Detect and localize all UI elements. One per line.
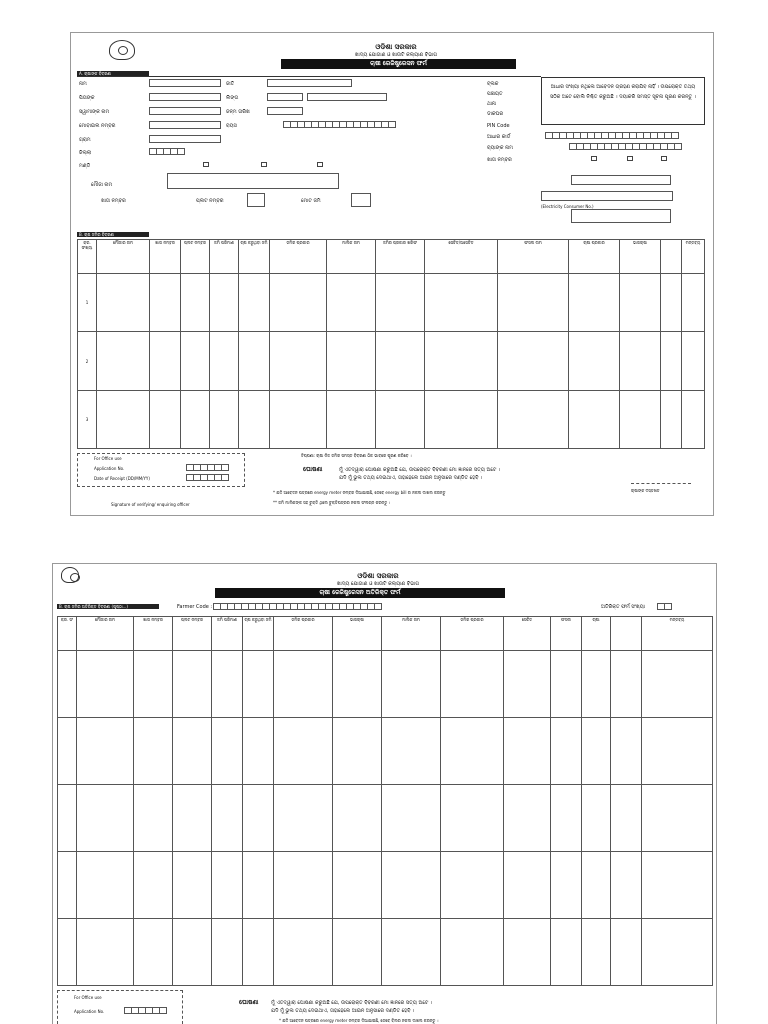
col-header-owner: ମାଲିକ ନାମ (327, 240, 376, 274)
table-cell[interactable] (551, 718, 582, 785)
table-cell[interactable] (327, 274, 376, 332)
application-no-cells[interactable] (186, 464, 228, 471)
table-cell[interactable] (270, 390, 327, 448)
field-label-pincode: PIN Code (487, 123, 510, 129)
form-title-bar: ଚାଷୀ ରେଜିଷ୍ଟ୍ରେସନ ଫର୍ମ (281, 59, 516, 69)
col-header-area: ଜମି ପରିମାଣ (210, 240, 239, 274)
table-cell[interactable] (551, 651, 582, 718)
table-cell[interactable] (210, 274, 239, 332)
date-of-receipt-label: Date of Receipt (DD/MM/YY) (94, 476, 150, 481)
checkbox-option-1[interactable] (203, 162, 209, 167)
table-cell[interactable] (504, 919, 551, 986)
table-cell[interactable] (582, 718, 611, 785)
office-use-label: For Office use (94, 456, 122, 461)
col-header-mouza: ମୌଜାର ନାମ (97, 240, 150, 274)
table-cell[interactable] (682, 274, 705, 332)
table-cell[interactable] (134, 785, 173, 852)
row-number: 1 (78, 274, 97, 332)
table-cell[interactable] (181, 332, 210, 390)
field-label-name: ନାମ (79, 81, 87, 87)
name-input[interactable] (149, 79, 221, 87)
table-cell[interactable] (382, 852, 441, 919)
table-cell[interactable] (441, 718, 504, 785)
officer-signature-label: Signature of verifying/ enquiring officer (111, 502, 190, 507)
office-use-label: For Office use (74, 995, 102, 1000)
col-header-farmer: ଚାଷୀ (582, 617, 611, 651)
table-cell[interactable] (425, 390, 498, 448)
col-header-irrigation: ସେଚିତ/ଅସେଚିତ (425, 240, 498, 274)
gender-extra-input[interactable] (307, 93, 387, 101)
table-cell[interactable] (212, 852, 243, 919)
table-cell[interactable] (212, 718, 243, 785)
field-label-panchayat: ପଞ୍ଚାୟତ (487, 91, 503, 97)
table-cell[interactable] (504, 785, 551, 852)
row-number: 2 (78, 332, 97, 390)
field-label-district: ଜିଲ୍ଲା (79, 150, 92, 156)
account-checkbox-1[interactable] (591, 156, 597, 161)
col-header-blank (611, 617, 642, 651)
table-cell[interactable] (642, 852, 713, 919)
account-checkbox-2[interactable] (627, 156, 633, 161)
field-label-mobile: ମୋବାଇଲ ନମ୍ବର (79, 123, 116, 129)
table-cell[interactable] (569, 390, 620, 448)
table-cell[interactable] (382, 785, 441, 852)
table-cell[interactable] (382, 919, 441, 986)
col-header-sl: କ୍ର. ସଂଖ୍ୟା (78, 240, 97, 274)
col-header-landtype: ଜମିର ପ୍ରକାର (270, 240, 327, 274)
table-cell[interactable] (77, 785, 134, 852)
table-cell[interactable] (58, 919, 77, 986)
bank-cells[interactable] (569, 143, 681, 150)
table-cell[interactable] (77, 852, 134, 919)
date-of-receipt-cells[interactable] (186, 474, 228, 481)
table-cell[interactable] (382, 651, 441, 718)
col-header-kharif: ଜମିର ପ୍ରକାର ଖରିଫ (376, 240, 425, 274)
table-cell[interactable] (441, 785, 504, 852)
field-label-age: ବୟସ (226, 123, 237, 129)
table-cell[interactable] (274, 852, 333, 919)
table-cell[interactable] (441, 852, 504, 919)
table-cell[interactable] (239, 274, 270, 332)
table-cell[interactable] (582, 919, 611, 986)
table-cell[interactable] (212, 651, 243, 718)
col-header-sharecropper: ଭାଗଚାଷୀ (333, 617, 382, 651)
table-cell[interactable] (682, 390, 705, 448)
col-header-remarks: ମନ୍ତବ୍ୟ (642, 617, 713, 651)
table-cell[interactable] (611, 919, 642, 986)
application-no-label: Application No. (74, 1009, 105, 1014)
table-cell[interactable] (569, 274, 620, 332)
table-cell[interactable] (425, 332, 498, 390)
form-header-title: ଓଡିଶା ସରକାର (357, 572, 399, 580)
table-cell[interactable] (77, 919, 134, 986)
table-cell[interactable] (551, 852, 582, 919)
col-header-plot: ପ୍ଲଟ ନମ୍ବର (181, 240, 210, 274)
col-header-remarks: ମନ୍ତବ୍ୟ (682, 240, 705, 274)
checkbox-option-2[interactable] (261, 162, 267, 167)
farmer-signature-line (631, 483, 691, 484)
field-label-gender: ଲିଙ୍ଗ (226, 95, 239, 101)
field-label-husband: ସ୍ୱାମୀଙ୍କ ନାମ (79, 109, 110, 115)
odisha-emblem-icon (61, 567, 79, 583)
table-cell[interactable] (620, 332, 661, 390)
table-cell[interactable] (620, 390, 661, 448)
table-cell[interactable] (212, 785, 243, 852)
declaration-text-2: ଯଦି ମୁଁ ଭୁଲ ତଥ୍ୟ ଦେଇଥାଏ, ତାହାହେଲେ ଆଇନ ଅନୁସାରେ ଦଣ୍ଡିତ ହେବି । (271, 1008, 415, 1014)
table-cell[interactable] (210, 332, 239, 390)
extra-input-2[interactable] (541, 191, 673, 201)
col-header-plot: ପ୍ଲଟ ନମ୍ବର (173, 617, 212, 651)
table-cell[interactable] (97, 274, 150, 332)
table-cell[interactable] (376, 274, 425, 332)
table-cell[interactable] (173, 785, 212, 852)
table-cell[interactable] (181, 390, 210, 448)
registration-form-page-2 (52, 563, 717, 1024)
table-cell[interactable] (173, 651, 212, 718)
father-name-input[interactable] (149, 93, 221, 101)
land-label-mouza: ମୌଜା ନାମ (91, 182, 113, 188)
table-cell[interactable] (270, 274, 327, 332)
mobile-input[interactable] (149, 121, 221, 129)
table-cell[interactable] (58, 718, 77, 785)
form-header-title: ଓଡିଶା ସରକାର (375, 43, 417, 51)
field-label-postoffice: ଡାକଘର (487, 111, 504, 117)
land-label-khata: ଖାତା ନମ୍ବର (101, 198, 126, 204)
table-cell[interactable] (582, 651, 611, 718)
col-header-mouza: ମୌଜାର ନାମ (77, 617, 134, 651)
table-cell[interactable] (134, 718, 173, 785)
form-header-subtitle: ଖାଦ୍ୟ ଯୋଗାଣ ଓ ଖାଉଟି କଲ୍ୟାଣ ବିଭାଗ (336, 581, 420, 587)
col-header-khata: ଖାତା ନମ୍ବର (150, 240, 181, 274)
table-cell[interactable] (243, 785, 274, 852)
notice-box: ଆଧାର ସଂଖ୍ୟା ନଥିଲେ ଆବେଦନ ଗ୍ରହଣ କରାଯିବ ନାହିଁ । ଉପରୋକ୍ତ ତଥ୍ୟ ସଠିକ ଅଟେ ବୋଲି ନିଶ୍ଚିତ କରୁଅଛି । ଦୟାକରି ସମସ୍ତ ସୂଚନା ପୂରଣ କରନ୍ତୁ । (541, 77, 705, 125)
table-cell[interactable] (150, 390, 181, 448)
table-footnote: ଟିପ୍ପଣୀ: ଚାଷୀ ନିଜ ଜମିର ସମସ୍ତ ବିବରଣୀ ଠିକ ଭାବରେ ପୂରଣ କରିବେ । (301, 453, 412, 458)
section-b-header: B. ଚାଷ ଜମିର ବିବରଣୀ (77, 232, 149, 237)
table-cell[interactable] (97, 390, 150, 448)
field-label-bank: ବ୍ୟାଙ୍କ ନାମ (487, 145, 513, 151)
farmer-code-cells[interactable] (213, 603, 381, 610)
field-label-caste: ଜାତି (226, 81, 235, 87)
office-use-box (57, 990, 183, 1024)
table-cell[interactable] (642, 718, 713, 785)
table-cell[interactable] (582, 785, 611, 852)
table-cell[interactable] (173, 919, 212, 986)
district-code-cells[interactable] (149, 148, 184, 155)
col-header-sharecropper: ଭାଗଚାଷୀ (620, 240, 661, 274)
table-cell[interactable] (382, 718, 441, 785)
col-header-cultivated: ଚାଷ କରୁଥିବା ଜମି (243, 617, 274, 651)
farmer-code-label: Farmer Code : (177, 604, 213, 610)
table-cell[interactable] (611, 651, 642, 718)
table-cell[interactable] (274, 919, 333, 986)
extra-input-1[interactable] (571, 175, 671, 185)
village-input[interactable] (149, 135, 221, 143)
table-cell[interactable] (569, 332, 620, 390)
account-checkbox-3[interactable] (661, 156, 667, 161)
table-cell[interactable] (611, 718, 642, 785)
table-cell[interactable] (333, 919, 382, 986)
table-cell[interactable] (97, 332, 150, 390)
age-cells[interactable] (283, 121, 395, 128)
additional-land-table (57, 616, 713, 986)
table-cell[interactable] (134, 852, 173, 919)
field-label-village: ଗ୍ରାମ (79, 137, 91, 143)
col-header-blank (661, 240, 682, 274)
table-cell[interactable] (181, 274, 210, 332)
table-cell[interactable] (682, 332, 705, 390)
table-cell[interactable] (77, 651, 134, 718)
caste-input[interactable] (267, 79, 352, 87)
bottom-note-1: * ଯଦି ଆବେଦନ ପତ୍ରରେ energy meter ନମ୍ବର ଦିଆଯାଇଛି, ତେବେ ବିଲର ନକଲ ଦାଖଲ କରନ୍ତୁ । (279, 1018, 439, 1023)
col-header-landtype2: ଜମିର ପ୍ରକାର (441, 617, 504, 651)
table-cell[interactable] (504, 718, 551, 785)
col-header-khata: ଖାତା ନମ୍ବର (134, 617, 173, 651)
table-cell[interactable] (58, 651, 77, 718)
table-cell[interactable] (642, 651, 713, 718)
table-cell[interactable] (274, 718, 333, 785)
odisha-emblem-icon (109, 40, 135, 60)
field-label-father: ପିତାଙ୍କ (79, 95, 95, 101)
field-label-aadhaar: ଆଧାର କାର୍ଡ (487, 134, 511, 140)
table-cell[interactable] (134, 651, 173, 718)
table-cell[interactable] (551, 919, 582, 986)
bottom-note-2: ** ଜମି ମାଲିକଙ୍କ ସହ ଚୁକ୍ତି ଥିଲେ ଚୁକ୍ତିପତ୍ରର ନକଲ ସଂଲଗ୍ନ କରନ୍ତୁ । (273, 500, 391, 505)
table-cell[interactable] (58, 785, 77, 852)
declaration-text: ମୁଁ ଏତଦ୍ୱାରା ଘୋଷଣା କରୁଅଛି ଯେ, ଉପରୋକ୍ତ ବିବରଣୀ ମୋ ଜ୍ଞାନରେ ସତ୍ୟ ଅଟେ । (339, 467, 501, 473)
table-cell[interactable] (77, 718, 134, 785)
table-cell[interactable] (150, 332, 181, 390)
col-header-farmer-type: ଚାଷୀ ପ୍ରକାର (569, 240, 620, 274)
table-cell[interactable] (150, 274, 181, 332)
table-cell[interactable] (134, 919, 173, 986)
col-header-sl: କ୍ର. ସଂ (58, 617, 77, 651)
table-cell[interactable] (243, 651, 274, 718)
bottom-note-1: * ଯଦି ଆବେଦନ ପତ୍ରରେ energy meter ନମ୍ବର ଦିଆଯାଇଛି, ତେବେ energy bill ର ନକଲ ଦାଖଲ କରନ୍ତୁ (273, 490, 446, 495)
mouza-input[interactable] (167, 173, 339, 189)
table-cell[interactable] (333, 852, 382, 919)
table-cell[interactable] (210, 390, 239, 448)
table-cell[interactable] (243, 919, 274, 986)
table-cell[interactable] (274, 651, 333, 718)
table-cell[interactable] (243, 718, 274, 785)
col-header-irrigated: ସେଚିତ (504, 617, 551, 651)
table-cell[interactable] (333, 785, 382, 852)
table-cell[interactable] (441, 919, 504, 986)
gender-input[interactable] (267, 93, 303, 101)
field-label-dob: ଜନ୍ମ ତାରିଖ (226, 109, 250, 115)
table-cell[interactable] (620, 274, 661, 332)
field-label-block: ବ୍ଲକ (487, 81, 499, 87)
electricity-label: (Electricity Consumer No.) (541, 204, 594, 209)
office-use-box (77, 453, 245, 487)
table-cell[interactable] (212, 919, 243, 986)
table-cell[interactable] (173, 852, 212, 919)
table-cell[interactable] (425, 274, 498, 332)
table-cell[interactable] (441, 651, 504, 718)
table-cell[interactable] (243, 852, 274, 919)
husband-name-input[interactable] (149, 107, 221, 115)
table-cell[interactable] (376, 332, 425, 390)
table-cell[interactable] (327, 390, 376, 448)
table-cell[interactable] (582, 852, 611, 919)
farmer-signature-label: ଚାଷୀଙ୍କ ଦସ୍ତଖତ (631, 488, 660, 493)
application-no-label: Application No. (94, 466, 125, 471)
table-cell[interactable] (661, 332, 682, 390)
col-header-landtype: ଜମିର ପ୍ରକାର (274, 617, 333, 651)
field-label-police: ଥାନା (487, 101, 496, 107)
field-label-mandi: ମଣ୍ଡି (79, 163, 91, 169)
section-header: B. ଚାଷ ଜମିର ଅତିରିକ୍ତ ବିବରଣୀ (ପୃଷ୍ଠା...) (57, 604, 159, 609)
table-cell[interactable] (504, 852, 551, 919)
col-header-crop: ଫସଲ ନାମ (498, 240, 569, 274)
field-label-account: ଖାତା ନମ୍ବର (487, 157, 512, 163)
col-header-area: ଜମି ପରିମାଣ (212, 617, 243, 651)
form-title-bar: ଚାଷୀ ରେଜିଷ୍ଟ୍ରେସନ ଅତିରିକ୍ତ ଫର୍ମ (215, 588, 505, 598)
land-label-plot: ପ୍ଲଟ ନମ୍ବର (196, 198, 224, 204)
land-details-table (77, 239, 705, 449)
table-cell[interactable] (551, 785, 582, 852)
checkbox-option-3[interactable] (317, 162, 323, 167)
table-cell[interactable] (498, 390, 569, 448)
table-cell[interactable] (498, 274, 569, 332)
aadhaar-cells[interactable] (545, 132, 678, 139)
declaration-text-2: ଯଦି ମୁଁ ଭୁଲ ତଥ୍ୟ ଦେଇଥାଏ, ତାହାହେଲେ ଆଇନ ଅନୁସାରେ ଦଣ୍ଡିତ ହେବି । (339, 475, 483, 481)
declaration-text: ମୁଁ ଏତଦ୍ୱାରା ଘୋଷଣା କରୁଅଛି ଯେ, ଉପରୋକ୍ତ ବିବରଣୀ ମୋ ଜ୍ଞାନରେ ସତ୍ୟ ଅଟେ । (271, 1000, 433, 1006)
land-label-total: ମୋଟ ଜମି (301, 198, 321, 204)
table-cell[interactable] (274, 785, 333, 852)
table-cell[interactable] (58, 852, 77, 919)
table-cell[interactable] (327, 332, 376, 390)
table-cell[interactable] (333, 651, 382, 718)
form-header-subtitle: ଖାଦ୍ୟ ଯୋଗାଣ ଓ ଖାଉଟି କଲ୍ୟାଣ ବିଭାଗ (354, 52, 438, 58)
table-cell[interactable] (239, 332, 270, 390)
table-cell[interactable] (642, 785, 713, 852)
table-cell[interactable] (333, 718, 382, 785)
table-cell[interactable] (498, 332, 569, 390)
table-cell[interactable] (270, 332, 327, 390)
col-header-owner: ମାଲିକ ନାମ (382, 617, 441, 651)
application-no-cells[interactable] (124, 1007, 166, 1014)
table-cell[interactable] (239, 390, 270, 448)
declaration-label: ଘୋଷଣା (239, 999, 259, 1006)
section-a-header: A. ଚାଷୀଙ୍କ ବିବରଣୀ (77, 71, 149, 76)
table-cell[interactable] (611, 785, 642, 852)
table-cell[interactable] (661, 274, 682, 332)
total-land-input[interactable] (351, 193, 371, 207)
page-label: ଅତିରିକ୍ତ ଫର୍ମ ସଂଖ୍ୟା (601, 604, 645, 610)
col-header-crop: ଫସଲ (551, 617, 582, 651)
col-header-cultivated: ଚାଷ କରୁଥିବା ଜମି (239, 240, 270, 274)
dob-input[interactable] (267, 107, 303, 115)
table-cell[interactable] (642, 919, 713, 986)
page-number-cells[interactable] (657, 603, 671, 610)
table-cell[interactable] (376, 390, 425, 448)
declaration-label: ଘୋଷଣା (303, 466, 323, 473)
table-cell[interactable] (173, 718, 212, 785)
table-cell[interactable] (504, 651, 551, 718)
row-number: 3 (78, 390, 97, 448)
plot-input[interactable] (247, 193, 265, 207)
registration-form-page-1 (70, 32, 714, 516)
table-cell[interactable] (611, 852, 642, 919)
table-cell[interactable] (661, 390, 682, 448)
section-a-rule (77, 76, 541, 77)
electricity-consumer-input[interactable] (571, 209, 671, 223)
